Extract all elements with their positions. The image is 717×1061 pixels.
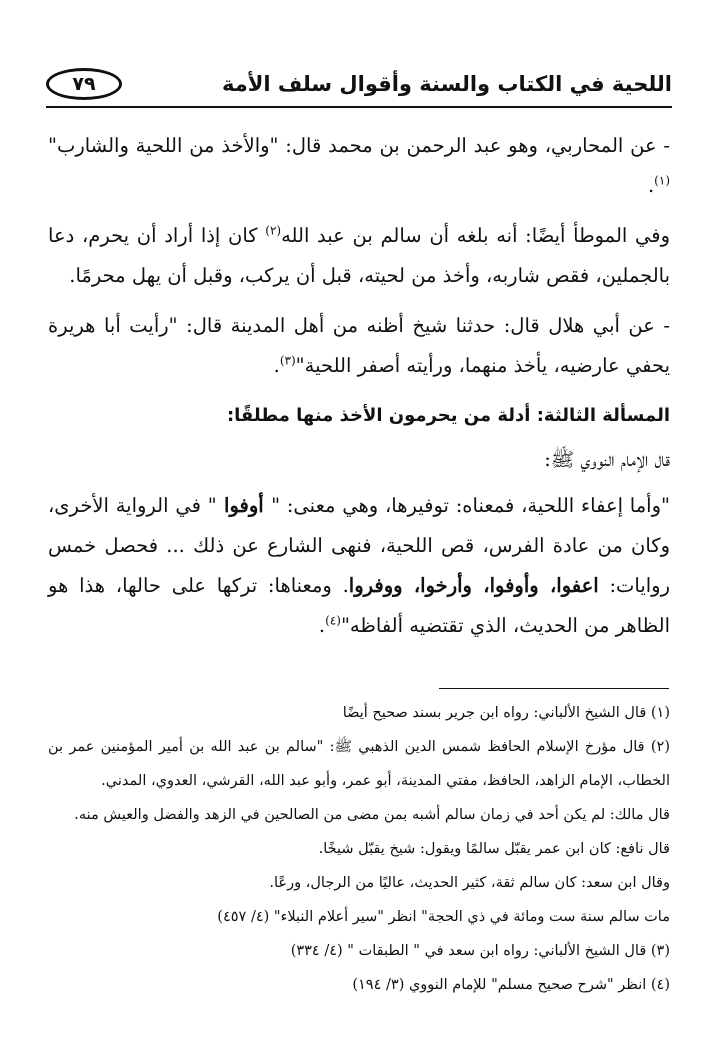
footnote-3: (٣) قال الشيخ الألباني: رواه ابن سعد في " الطبقات " (٤/ ٣٣٤) xyxy=(290,943,670,959)
punctuation: . xyxy=(318,614,326,637)
paragraph-nawawi-quote xyxy=(48,486,670,646)
paragraph-abi-hilal xyxy=(48,306,670,386)
paragraph-text: كان إذا أراد أن يحرم، دعا بالجملين، فقص شاربه، وأخذ من لحيته، قبل أن يركب، وقبل أن يهل محرمًا. xyxy=(48,224,670,287)
punctuation: . xyxy=(273,354,280,377)
bold-term: أوفوا xyxy=(216,494,272,517)
paragraph-muwatta xyxy=(48,216,670,296)
paragraph-text: "وأما إعفاء اللحية، فمعناه: توفيرها، وهي معنى: " xyxy=(271,494,670,517)
footnote-2-nafi: قال نافع: كان ابن عمر يقبّل سالمًا ويقول: شيخ يقبّل شيخًا. xyxy=(318,841,670,857)
footnote-2-ibn-saad: وقال ابن سعد: كان سالم ثقة، كثير الحديث، عاليًا من الرجال، ورعًا. xyxy=(269,875,670,891)
paragraph-text: - عن أبي هلال قال: حدثنا شيخ أظنه من أهل المدينة قال: "رأيت أبا هريرة يحفي عارضيه، يأخذ منهما، ورأيته أصفر اللحية" xyxy=(48,314,670,377)
paragraph-text: " في الرواية الأخرى، وكان من عادة الفرس، قص اللحية، فنهى الشارع عن ذلك ... فحصل خمس روايات: xyxy=(48,494,670,597)
footnote-2-death: مات سالم سنة ست ومائة في ذي الحجة" انظر "سير أعلام النبلاء" (٤/ ٤٥٧) xyxy=(217,909,670,925)
section-heading: المسألة الثالثة: أدلة من يحرمون الأخذ منها مطلقًا: xyxy=(226,405,670,426)
footnote-ref-1: (١) xyxy=(654,173,670,188)
footnote-ref-2: (٢) xyxy=(265,223,282,238)
paragraph-nawawi-intro: قال الإمام النووي ﷺ: xyxy=(544,448,670,471)
page-number: ٧٩ xyxy=(46,68,122,100)
footnotes xyxy=(48,696,670,1002)
main-text xyxy=(48,126,670,656)
paragraph-text: وفي الموطأ أيضًا: أنه بلغه أن سالم بن عبد الله xyxy=(281,224,670,247)
punctuation: . xyxy=(647,174,655,197)
paragraph-text: . ومعناها: تركها على حالها، هذا هو الظاهر من الحديث، الذي تقتضيه ألفاظه" xyxy=(48,574,670,637)
footnote-4: (٤) انظر "شرح صحيح مسلم" للإمام النووي (٣/ ١٩٤) xyxy=(352,977,670,993)
footnote-2: (٢) قال مؤرخ الإسلام الحافظ شمس الدين الذهبي ﷺ: "سالم بن عبد الله بن أمير المؤمنين عمر بن الخطاب، الإمام الزاهد، الحافظ، مفتي المدينة، أبو عمر، وأبو عبد الله، القرشي، العدوي، المدني. xyxy=(48,739,670,789)
paragraph-muharibi xyxy=(48,126,670,206)
paragraph-text: - عن المحاربي، وهو عبد الرحمن بن محمد قال: "والأخذ من اللحية والشارب" xyxy=(48,134,670,157)
footnote-ref-4: (٤) xyxy=(325,613,341,628)
footnote-2-malik: قال مالك: لم يكن أحد في زمان سالم أشبه بمن مضى من الصالحين في الزهد والفضل والعيش منه. xyxy=(74,807,670,823)
header-divider xyxy=(46,106,672,108)
footnote-1: (١) قال الشيخ الألباني: رواه ابن جرير بسند صحيح أيضًا xyxy=(342,705,670,721)
bold-terms: اعفوا، وأوفوا، وأرخوا، ووفروا xyxy=(348,574,599,597)
footnote-ref-3: (٣) xyxy=(279,353,296,368)
running-title: اللحية في الكتاب والسنة وأقوال سلف الأمة xyxy=(221,72,672,96)
footnote-divider xyxy=(439,688,669,689)
page-header xyxy=(46,66,672,110)
